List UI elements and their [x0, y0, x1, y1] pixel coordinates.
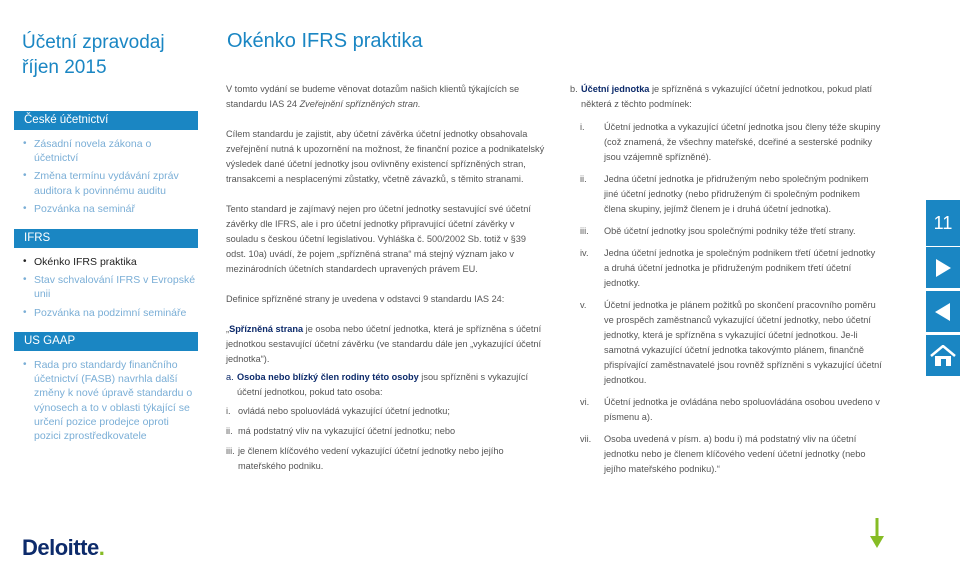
list-item: iv. Jedna účetní jednotka je společným podnikem třetí účetní jednotky a druhá účetní jednotka je přidruženým podnikem třetí účetní jednotky. [580, 248, 876, 288]
section-heading[interactable]: US GAAP [14, 332, 198, 351]
list-item: vi. Účetní jednotka je ovládána nebo spoluovládána osobou uvedeno v písmenu a). [580, 397, 880, 422]
sidebar [0, 0, 198, 582]
page-title: Okénko IFRS praktika [227, 30, 423, 52]
deloitte-logo: Deloitte. [22, 535, 105, 560]
condition-a-list [226, 404, 546, 474]
condition-a: a. Osoba nebo blízký člen rodiny této osoby jsou spřízněni s vykazující účetní jednotkou, pokud tato osoba: [226, 372, 529, 397]
paragraph: Definice spřízněné strany je uvedena v odstavci 9 standardu IAS 24: [226, 294, 505, 304]
sidebar-item[interactable]: • Zásadní novela zákona o účetnictví [22, 137, 198, 165]
list-item: i. Účetní jednotka a vykazující účetní jednotka jsou členy téže skupiny (což znamená, že všechny mateřské, dceřiné a sesterské podniky jsou vzájemně spřízněné). [580, 122, 881, 162]
previous-page-button[interactable] [926, 291, 960, 332]
newsletter-title: Účetní zpravodaj říjen 2015 [22, 32, 165, 78]
list-item: i. ovládá nebo spoluovládá vykazující účetní jednotku; [226, 406, 450, 416]
section-heading[interactable]: České účetnictví [14, 111, 198, 130]
section-heading[interactable]: IFRS [14, 229, 198, 248]
sidebar-item-active[interactable]: • Okénko IFRS praktika [22, 255, 198, 269]
sidebar-section-usgaap [14, 332, 198, 447]
article-column-right [570, 82, 882, 484]
list-item: ii. má podstatný vliv na vykazující účetní jednotku; nebo [226, 426, 456, 436]
list-item: ii. Jedna účetní jednotka je přidruženým nebo společným podnikem jiné účetní jednotky (nebo přidruženým či společným podnikem člena skupiny, jejímž členem je i druhá účetní jednotka). [580, 174, 869, 214]
list-item: v. Účetní jednotka je plánem požitků po skončení pracovního poměru ve prospěch zaměstnanců vykazující účetní jednotky, nebo účetní jednotky, která je spřízněna s vykazující účetní jednotkou. Je-li samotná vykazující účetní jednotka takovýmto plánem, finančně přispívající zaměstnavatelé jsou rovněž spřízněni s vykazující účetní jednotkou. [580, 300, 882, 385]
home-icon [930, 345, 956, 367]
condition-b: b. Účetní jednotka je spřízněná s vykazující účetní jednotkou, pokud platí některá z těchto podmínek: [570, 84, 873, 109]
condition-b-list [570, 120, 882, 477]
list-item: vii. Osoba uvedená v písm. a) bodu i) má podstatný vliv na účetní jednotku nebo je členem klíčového vedení účetní jednotky (nebo jejího mateřského podniku).“ [580, 434, 866, 474]
sidebar-section-ifrs [14, 229, 198, 324]
sidebar-item[interactable]: • Pozvánka na seminář [22, 202, 198, 216]
arrow-down-icon[interactable] [870, 518, 884, 548]
intro-paragraph: V tomto vydání se budeme věnovat dotazům našich klientů týkajících se standardu IAS 24 Zveřejnění spřízněných stran. [226, 84, 520, 109]
definition: „Spřízněná strana je osoba nebo účetní jednotka, která je spřízněna s účetní jednotkou sestavující účetní závěrku (ve standardu dále jen „vykazující účetní jednotka“). [226, 324, 542, 364]
sidebar-item[interactable]: • Pozvánka na podzimní semináře [22, 306, 198, 320]
paragraph: Cílem standardu je zajistit, aby účetní závěrka účetní jednotky obsahovala zveřejnění nutná k upozornění na možnost, že finanční pozice a podnikatelský výsledek dané účetní jednotky jsou ovlivněny existencí spřízněných stran, transakcemi a nesplacenými zůstatky, včetně závazků, s těmito stranami. [226, 129, 545, 184]
page-number: 11 [926, 200, 960, 246]
page-navigation [926, 200, 960, 379]
play-right-icon [935, 259, 951, 277]
article-column-left [226, 82, 546, 479]
next-page-button[interactable] [926, 247, 960, 288]
sidebar-item[interactable]: • Změna termínu vydávání zpráv auditora k povinnému auditu [22, 169, 198, 197]
list-item: iii. je členem klíčového vedení vykazující účetní jednotky nebo jejího mateřského podniku. [226, 446, 504, 471]
sidebar-item[interactable]: • Rada pro standardy finančního účetnictví (FASB) navrhla další změny k nové úpravě standardu o výnosech a to v oblasti týkající se určení pozice prodejce oproti pozici zprostředkovatele [22, 358, 198, 443]
list-item: iii. Obě účetní jednotky jsou společnými podniky téže třetí strany. [580, 226, 856, 236]
home-button[interactable] [926, 335, 960, 376]
play-left-icon [935, 303, 951, 321]
paragraph: Tento standard je zajímavý nejen pro účetní jednotky sestavující své účetní závěrky dle IFRS, ale i pro účetní jednotky připravující účetní závěrky v souladu s českou účetní legislativou. Vyhláška č. 500/2002 Sb. totiž v §39 odst. 10a) uvádí, že pojem „spřízněná strana“ má stejný význam jako v mezinárodních účetních standardech upravených právem EU. [226, 204, 531, 274]
sidebar-item[interactable]: • Stav schvalování IFRS v Evropské unii [22, 273, 198, 301]
sidebar-section-czech [14, 111, 198, 220]
